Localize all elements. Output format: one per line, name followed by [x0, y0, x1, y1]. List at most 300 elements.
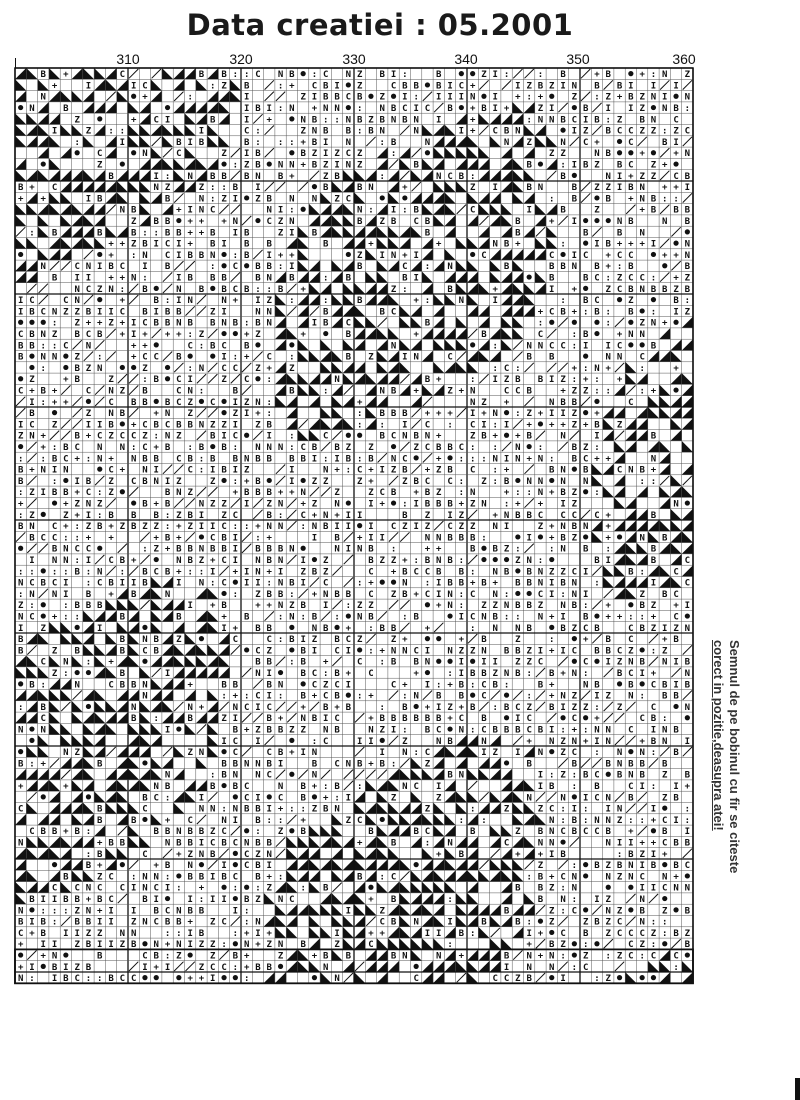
stitch-symbol: B [549, 352, 555, 363]
stitch-symbol: N [390, 250, 397, 261]
stitch-symbol: C [560, 341, 566, 352]
stitch-symbol: Z [379, 556, 385, 566]
stitch-symbol: I [594, 431, 600, 442]
stitch-dot [504, 410, 509, 415]
stitch-symbol: N [289, 544, 295, 555]
stitch-symbol: N [515, 126, 521, 137]
stitch-symbol: : [582, 363, 589, 374]
stitch-symbol: : [255, 827, 261, 838]
stitch-symbol: C [119, 70, 126, 81]
stitch-symbol: C [356, 657, 363, 668]
stitch-symbol: N [29, 431, 35, 442]
stitch-symbol: N [458, 296, 465, 307]
stitch-triangle [422, 904, 433, 915]
stitch-symbol: I [232, 906, 239, 917]
stitch-dot [165, 105, 170, 110]
stitch-triangle [275, 271, 286, 282]
stitch-symbol: Z [311, 635, 318, 646]
stitch-dot [142, 625, 147, 630]
stitch-symbol: + [413, 669, 419, 679]
stitch-symbol: : [650, 476, 657, 487]
stitch-symbol: B [673, 635, 679, 646]
stitch-symbol: B [142, 239, 148, 250]
stitch-triangle [501, 226, 512, 237]
stitch-triangle [331, 294, 342, 305]
stitch-symbol: : [650, 917, 657, 928]
stitch-symbol: I [210, 974, 216, 985]
stitch-triangle [377, 339, 388, 350]
stitch-symbol: C [164, 420, 171, 431]
stitch-slash [615, 713, 624, 722]
stitch-symbol: C [97, 883, 103, 894]
stitch-symbol: B [300, 940, 306, 951]
stitch-triangle [117, 701, 128, 712]
stitch-symbol: B [63, 104, 69, 114]
stitch-triangle [117, 588, 128, 599]
stitch-symbol: Z [571, 691, 578, 702]
stitch-symbol: + [628, 239, 634, 250]
stitch-slash [683, 849, 692, 858]
stitch-symbol: N [289, 612, 295, 623]
stitch-symbol: N [684, 250, 691, 261]
stitch-slash [547, 363, 556, 372]
stitch-dot [459, 71, 464, 76]
stitch-triangle [377, 294, 388, 305]
stitch-slash [163, 148, 172, 157]
stitch-symbol: B [311, 115, 318, 126]
stitch-triangle [603, 407, 614, 418]
stitch-symbol: + [436, 849, 442, 860]
stitch-triangle [60, 803, 71, 814]
stitch-triangle [535, 125, 546, 136]
stitch-symbol: + [176, 330, 182, 340]
stitch-symbol: + [17, 499, 24, 510]
stitch-symbol: C [345, 194, 352, 205]
stitch-symbol: B [650, 510, 657, 521]
stitch-symbol: B [402, 465, 408, 476]
stitch-symbol: : [266, 397, 272, 408]
stitch-dot [221, 252, 226, 257]
stitch-symbol: C [379, 917, 385, 928]
stitch-symbol: + [108, 589, 114, 600]
stitch-symbol: C [560, 872, 566, 883]
stitch-symbol: I [560, 646, 566, 657]
stitch-triangle [377, 260, 388, 271]
stitch-symbol: Z [221, 714, 227, 725]
stitch-symbol: + [492, 431, 498, 442]
stitch-triangle [637, 543, 648, 554]
stitch-symbol: N [266, 318, 272, 329]
stitch-symbol: I [17, 623, 24, 634]
stitch-symbol: I [345, 680, 352, 691]
stitch-slash [231, 645, 240, 654]
stitch-symbol: : [300, 804, 306, 815]
stitch-triangle [38, 814, 49, 825]
stitch-symbol: C [639, 928, 645, 939]
stitch-symbol: N [571, 589, 578, 600]
stitch-symbol: C [402, 104, 408, 114]
stitch-symbol: + [63, 70, 69, 81]
stitch-symbol: B [345, 702, 352, 713]
stitch-symbol: + [368, 928, 374, 939]
stitch-symbol: I [232, 194, 239, 205]
stitch-symbol: + [616, 375, 623, 386]
stitch-triangle [377, 238, 388, 249]
stitch-symbol: C [515, 386, 521, 397]
stitch-symbol: + [300, 284, 306, 295]
stitch-triangle [320, 418, 331, 429]
stitch-symbol: C [108, 397, 114, 408]
stitch-symbol: B [447, 578, 453, 589]
stitch-symbol: : [379, 171, 385, 182]
stitch-dot [346, 613, 351, 618]
stitch-dot [628, 150, 633, 155]
stitch-triangle [682, 509, 693, 520]
stitch-symbol: B [119, 838, 126, 849]
stitch-symbol: B [334, 691, 340, 702]
stitch-symbol: B [515, 601, 521, 612]
stitch-symbol: B [356, 262, 363, 273]
stitch-symbol: + [277, 250, 284, 261]
stitch-slash [197, 431, 206, 440]
stitch-triangle [524, 294, 535, 305]
stitch-symbol: Z [63, 510, 69, 521]
stitch-symbol: I [311, 533, 318, 544]
stitch-triangle [94, 68, 105, 79]
stitch-symbol: : [164, 510, 171, 521]
stitch-symbol: : [198, 341, 205, 352]
stitch-triangle [105, 848, 116, 859]
stitch-symbol: C [390, 307, 397, 318]
stitch-symbol: : [277, 81, 284, 92]
stitch-slash [570, 137, 579, 146]
stitch-symbol: B [492, 680, 498, 691]
stitch-symbol: C [582, 454, 589, 465]
stitch-symbol: Z [650, 623, 657, 634]
stitch-triangle [365, 249, 376, 260]
stitch-symbol: : [402, 70, 408, 81]
stitch-symbol: I [684, 601, 691, 612]
stitch-triangle [603, 418, 614, 429]
stitch-dot [425, 636, 430, 641]
stitch-symbol: B [447, 736, 453, 747]
stitch-symbol: N [436, 171, 442, 182]
stitch-symbol: N [616, 217, 623, 227]
stitch-slash [592, 905, 601, 914]
stitch-symbol: B [368, 454, 374, 465]
stitch-triangle [38, 633, 49, 644]
stitch-symbol: : [571, 341, 578, 352]
stitch-triangle [218, 91, 229, 102]
stitch-triangle [637, 509, 648, 520]
stitch-triangle [422, 870, 433, 881]
stitch-symbol: Z [153, 544, 159, 555]
stitch-symbol: N [108, 409, 114, 420]
stitch-triangle [501, 204, 512, 215]
stitch-symbol: : [458, 601, 465, 612]
stitch-symbol: B [515, 510, 521, 521]
stitch-triangle [670, 407, 681, 418]
stitch-symbol: + [503, 104, 510, 114]
stitch-symbol: B [639, 115, 645, 126]
stitch-symbol: B [300, 827, 306, 838]
stitch-symbol: + [549, 691, 555, 702]
stitch-slash [27, 544, 36, 553]
stitch-symbol: + [515, 499, 521, 510]
stitch-slash [163, 849, 172, 858]
stitch-dot [188, 952, 193, 957]
stitch-triangle [444, 339, 455, 350]
stitch-triangle [388, 373, 399, 384]
stitch-symbol: N [130, 454, 137, 465]
stitch-triangle [670, 554, 681, 565]
stitch-symbol: : [515, 612, 521, 623]
stitch-symbol: + [549, 680, 555, 691]
stitch-triangle [320, 339, 331, 350]
stitch-symbol: : [51, 476, 58, 487]
stitch-slash [276, 702, 285, 711]
stitch-dot [289, 828, 294, 833]
stitch-symbol: Z [323, 476, 329, 487]
stitch-slash [604, 668, 613, 677]
stitch-symbol: B [402, 81, 408, 92]
stitch-symbol: Z [447, 386, 453, 397]
stitch-symbol: : [582, 804, 589, 815]
stitch-symbol: Z [74, 748, 80, 759]
stitch-triangle [331, 418, 342, 429]
stitch-triangle [637, 407, 648, 418]
stitch-symbol: B [605, 70, 611, 81]
stitch-triangle [26, 136, 37, 147]
stitch-triangle [151, 588, 162, 599]
stitch-triangle [185, 656, 196, 667]
stitch-symbol: N [255, 917, 261, 928]
stitch-symbol: : [311, 70, 318, 81]
stitch-slash [615, 962, 624, 971]
stitch-triangle [377, 949, 388, 960]
stitch-symbol: + [130, 115, 137, 126]
stitch-triangle [411, 769, 422, 780]
stitch-triangle [377, 859, 388, 870]
stitch-symbol: N [311, 522, 318, 533]
stitch-symbol: C [153, 883, 159, 894]
stitch-symbol: I [458, 669, 465, 679]
stitch-slash [39, 295, 48, 304]
stitch-symbol: I [345, 793, 352, 804]
stitch-symbol: B [255, 454, 261, 465]
stitch-symbol: Z [74, 115, 80, 126]
stitch-triangle [151, 192, 162, 203]
stitch-symbol: N [334, 974, 340, 985]
stitch-symbol: Z [616, 115, 623, 126]
stitch-triangle [467, 294, 478, 305]
stitch-triangle [15, 215, 26, 226]
stitch-symbol: B [198, 137, 205, 148]
stitch-symbol: + [153, 861, 159, 872]
stitch-symbol: + [176, 205, 182, 216]
stitch-symbol: B [560, 533, 566, 544]
stitch-symbol: B [605, 635, 611, 646]
stitch-symbol: + [119, 465, 126, 476]
stitch-slash [287, 555, 296, 564]
stitch-symbol: Z [503, 804, 510, 815]
stitch-triangle [196, 656, 207, 667]
stitch-slash [366, 634, 375, 643]
stitch-symbol: : [639, 567, 645, 578]
stitch-symbol: N [481, 646, 487, 657]
stitch-symbol: : [17, 702, 24, 713]
stitch-symbol: Z [582, 443, 589, 453]
stitch-symbol: Z [458, 510, 465, 521]
stitch-slash [332, 657, 341, 666]
stitch-slash [355, 962, 364, 971]
stitch-symbol: : [549, 770, 555, 781]
stitch-symbol: Z [266, 646, 272, 657]
stitch-symbol: + [187, 239, 193, 250]
stitch-slash [525, 544, 534, 553]
stitch-symbol: I [176, 578, 182, 589]
stitch-symbol: B [17, 635, 24, 646]
stitch-triangle [139, 102, 150, 113]
stitch-symbol: B [560, 262, 566, 273]
stitch-symbol: B [515, 669, 521, 679]
stitch-symbol: + [198, 217, 205, 227]
stitch-triangle [354, 848, 365, 859]
stitch-triangle [173, 68, 184, 79]
stitch-symbol: C [594, 827, 600, 838]
stitch-triangle [38, 147, 49, 158]
stitch-symbol: I [63, 928, 69, 939]
stitch-dot [504, 760, 509, 765]
stitch-symbol: Z [266, 883, 272, 894]
stitch-symbol: + [639, 70, 645, 81]
stitch-symbol: N [51, 556, 58, 566]
stitch-triangle [422, 283, 433, 294]
stitch-symbol: + [255, 940, 261, 951]
stitch-symbol: : [560, 725, 566, 736]
stitch-symbol: B [662, 533, 668, 544]
stitch-symbol: : [29, 601, 35, 612]
stitch-dot [221, 478, 226, 483]
stitch-symbol: B [266, 420, 272, 431]
stitch-symbol: + [164, 815, 171, 826]
stitch-triangle [456, 904, 467, 915]
stitch-symbol: + [266, 601, 272, 612]
stitch-symbol: I [492, 375, 498, 386]
stitch-symbol: + [142, 92, 148, 103]
stitch-triangle [15, 893, 26, 904]
stitch-triangle [173, 79, 184, 90]
stitch-triangle [117, 599, 128, 610]
stitch-symbol: B [130, 815, 137, 826]
stitch-triangle [128, 633, 139, 644]
stitch-symbol: I [198, 510, 205, 521]
stitch-symbol: B [616, 861, 623, 872]
stitch-symbol: B [40, 386, 46, 397]
stitch-symbol: N [549, 397, 555, 408]
stitch-symbol: : [255, 284, 261, 295]
stitch-triangle [275, 384, 286, 395]
stitch-triangle [490, 825, 501, 836]
stitch-symbol: N [187, 296, 193, 307]
stitch-symbol: : [40, 341, 46, 352]
stitch-slash [208, 860, 217, 869]
stitch-symbol: I [537, 646, 544, 657]
stitch-symbol: N [526, 341, 532, 352]
stitch-symbol: B [130, 205, 137, 216]
stitch-dot [301, 207, 306, 212]
stitch-symbol: + [97, 861, 103, 872]
stitch-symbol: Z [526, 409, 532, 420]
stitch-symbol: Z [605, 861, 611, 872]
stitch-symbol: + [503, 465, 510, 476]
stitch-symbol: N [560, 431, 566, 442]
stitch-symbol: B [266, 838, 272, 849]
stitch-symbol: I [582, 115, 589, 126]
stitch-symbol: N [594, 815, 600, 826]
stitch-triangle [456, 893, 467, 904]
stitch-triangle [49, 836, 60, 847]
stitch-triangle [207, 158, 218, 169]
stitch-symbol: + [447, 680, 453, 691]
stitch-slash [468, 555, 477, 564]
stitch-symbol: B [51, 962, 58, 973]
stitch-dot [606, 218, 611, 223]
stitch-symbol: C [560, 510, 566, 521]
stitch-symbol: : [323, 273, 329, 284]
stitch-symbol: N [289, 194, 295, 205]
stitch-symbol: B [537, 883, 544, 894]
stitch-triangle [365, 780, 376, 791]
stitch-symbol: B [130, 680, 137, 691]
stitch-symbol: B [164, 443, 171, 453]
stitch-triangle [433, 882, 444, 893]
stitch-symbol: C [424, 827, 431, 838]
stitch-dot [301, 71, 306, 76]
stitch-slash [513, 691, 522, 700]
stitch-symbol: N [605, 815, 611, 826]
stitch-dot [233, 862, 238, 867]
stitch-triangle [331, 215, 342, 226]
stitch-triangle [343, 204, 354, 215]
stitch-triangle [185, 633, 196, 644]
stitch-dot [640, 647, 645, 652]
stitch-symbol: Z [526, 646, 532, 657]
stitch-symbol: B [40, 578, 46, 589]
stitch-symbol: I [187, 940, 193, 951]
stitch-symbol: I [413, 273, 419, 284]
stitch-triangle [162, 68, 173, 79]
stitch-symbol: N [63, 657, 69, 668]
stitch-symbol: + [402, 250, 408, 261]
stitch-symbol: C [673, 171, 679, 182]
stitch-symbol: C [616, 250, 623, 261]
stitch-triangle [26, 712, 37, 723]
stitch-triangle [377, 825, 388, 836]
stitch-dot [346, 433, 351, 438]
stitch-triangle [207, 723, 218, 734]
stitch-symbol: N [300, 115, 306, 126]
stitch-symbol: Z [469, 431, 476, 442]
stitch-triangle [320, 836, 331, 847]
stitch-symbol: Z [402, 736, 408, 747]
stitch-symbol: I [402, 420, 408, 431]
stitch-triangle [320, 351, 331, 362]
stitch-triangle [501, 317, 512, 328]
stitch-triangle [60, 204, 71, 215]
stitch-symbol: B [639, 623, 645, 634]
stitch-symbol: C [368, 567, 374, 578]
